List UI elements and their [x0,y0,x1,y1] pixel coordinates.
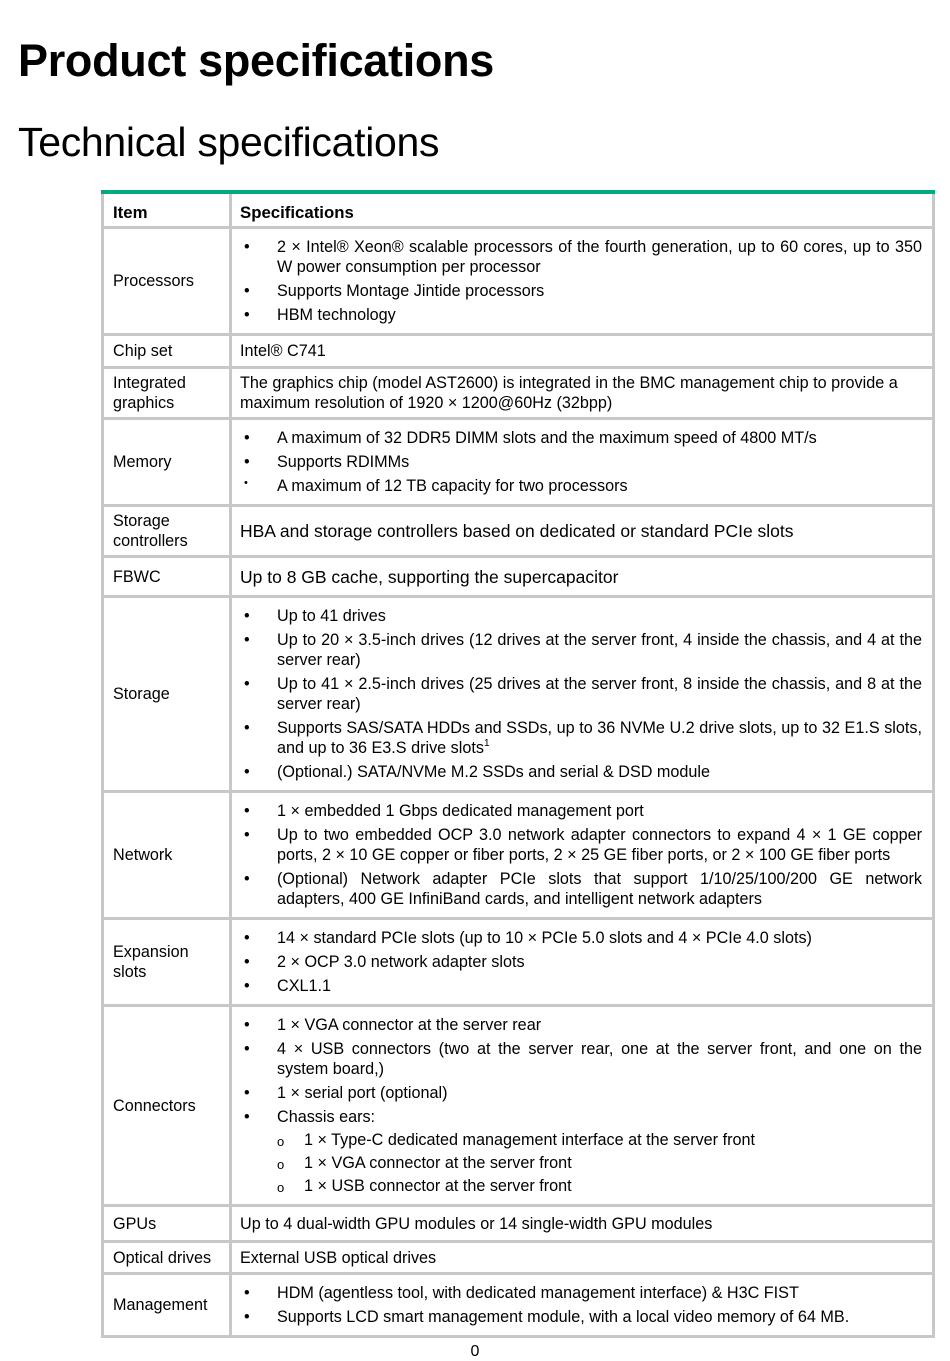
table-row-optical [101,1243,935,1275]
list-item: • Supports RDIMMs [240,452,922,472]
list-item: • Up to 41 × 2.5-inch drives (25 drives at the server front, 8 inside the chassis, and 8 at the server rear) [240,674,922,714]
table-row-storage [101,598,935,793]
list-item: • A maximum of 12 TB capacity for two processors [240,476,922,496]
row-value: Up to 4 dual-width GPU modules or 14 single-width GPU modules [232,1207,935,1243]
table-header-row [101,194,935,229]
page-number: 0 [470,1343,480,1360]
row-label: Optical drives [101,1243,232,1275]
footnote-marker: 1 [483,737,490,749]
list-item: • Up to 41 drives [240,606,922,626]
list-item: • 2 × OCP 3.0 network adapter slots [240,952,922,972]
sub-list [277,1130,922,1196]
spec-table [101,190,935,1338]
row-label: Management [101,1275,232,1338]
list-item-text: Supports SAS/SATA HDDs and SSDs, up to 36 NVMe U.2 drive slots, up to 32 E1.S slots, and up to 36 E3.S drive slots [277,719,922,757]
row-label: Chip set [101,336,232,369]
list-item: • HBM technology [240,305,922,325]
list-item: • 1 × embedded 1 Gbps dedicated management port [240,801,922,821]
list-item: • HDM (agentless tool, with dedicated management interface) & H3C FIST [240,1283,922,1303]
list-item: • 2 × Intel® Xeon® scalable processors of the fourth generation, up to 60 cores, up to 350 W power consumption per processor [240,237,922,277]
table-row-connectors [101,1007,935,1207]
header-item: Item [101,194,232,229]
table-row-gpus [101,1207,935,1243]
row-value [232,420,935,507]
list-item: • Up to 20 × 3.5-inch drives (12 drives at the server front, 4 inside the chassis, and 4 at the server rear) [240,630,922,670]
row-label: Expansion slots [101,920,232,1007]
list-item: • 1 × serial port (optional) [240,1083,922,1103]
table-row-expansion [101,920,935,1007]
list-item: • Supports Montage Jintide processors [240,281,922,301]
table-row-fbwc [101,558,935,598]
row-label: Storage controllers [101,507,232,558]
row-value [232,920,935,1007]
row-value [232,229,935,336]
list-item: • (Optional) Network adapter PCIe slots that support 1/10/25/100/200 GE network adapters, 400 GE InfiniBand cards, and intelligent network adapters [240,869,922,909]
header-specifications: Specifications [232,194,935,229]
table-row-graphics [101,369,935,420]
table-row-network [101,793,935,920]
list-item [240,1107,922,1196]
sub-list-item: o 1 × USB connector at the server front [277,1176,922,1196]
sub-list-item: o 1 × Type-C dedicated management interface at the server front [277,1130,922,1150]
table-row-storage-controllers [101,507,935,558]
list-item: • A maximum of 32 DDR5 DIMM slots and the maximum speed of 4800 MT/s [240,428,922,448]
row-value: Intel® C741 [232,336,935,369]
row-value: Up to 8 GB cache, supporting the supercapacitor [232,558,935,598]
table-row-management [101,1275,935,1338]
row-value [232,1275,935,1338]
list-item: • Supports LCD smart management module, with a local video memory of 64 MB. [240,1307,922,1327]
row-value [232,598,935,793]
list-item [240,718,922,758]
row-value [232,793,935,920]
row-value [232,1007,935,1207]
row-value: HBA and storage controllers based on dedicated or standard PCIe slots [232,507,935,558]
table-row-processors [101,229,935,336]
row-value: External USB optical drives [232,1243,935,1275]
row-label: Connectors [101,1007,232,1207]
row-value: The graphics chip (model AST2600) is integrated in the BMC management chip to provide a maximum resolution of 1920 × 1200@60Hz (32bpp) [232,369,935,420]
row-label: FBWC [101,558,232,598]
row-label: GPUs [101,1207,232,1243]
list-item: • CXL1.1 [240,976,922,996]
row-label: Integrated graphics [101,369,232,420]
list-item-text: Chassis ears: [277,1108,376,1126]
list-item: • 4 × USB connectors (two at the server rear, one at the server front, and one on the system board,) [240,1039,922,1079]
table-row-chipset [101,336,935,369]
sub-list-item: o 1 × VGA connector at the server front [277,1153,922,1173]
list-item: • 14 × standard PCIe slots (up to 10 × PCIe 5.0 slots and 4 × PCIe 4.0 slots) [240,928,922,948]
section-title: Technical specifications [18,119,440,165]
list-item: • Up to two embedded OCP 3.0 network adapter connectors to expand 4 × 1 GE copper ports, 2 × 10 GE copper or fiber ports, 2 × 25 GE fiber ports, or 2 × 100 GE fiber ports [240,825,922,865]
row-label: Network [101,793,232,920]
list-item: • 1 × VGA connector at the server rear [240,1015,922,1035]
list-item: • (Optional.) SATA/NVMe M.2 SSDs and serial & DSD module [240,762,922,782]
table-row-memory [101,420,935,507]
row-label: Memory [101,420,232,507]
row-label: Processors [101,229,232,336]
page-title: Product specifications [18,35,495,86]
row-label: Storage [101,598,232,793]
